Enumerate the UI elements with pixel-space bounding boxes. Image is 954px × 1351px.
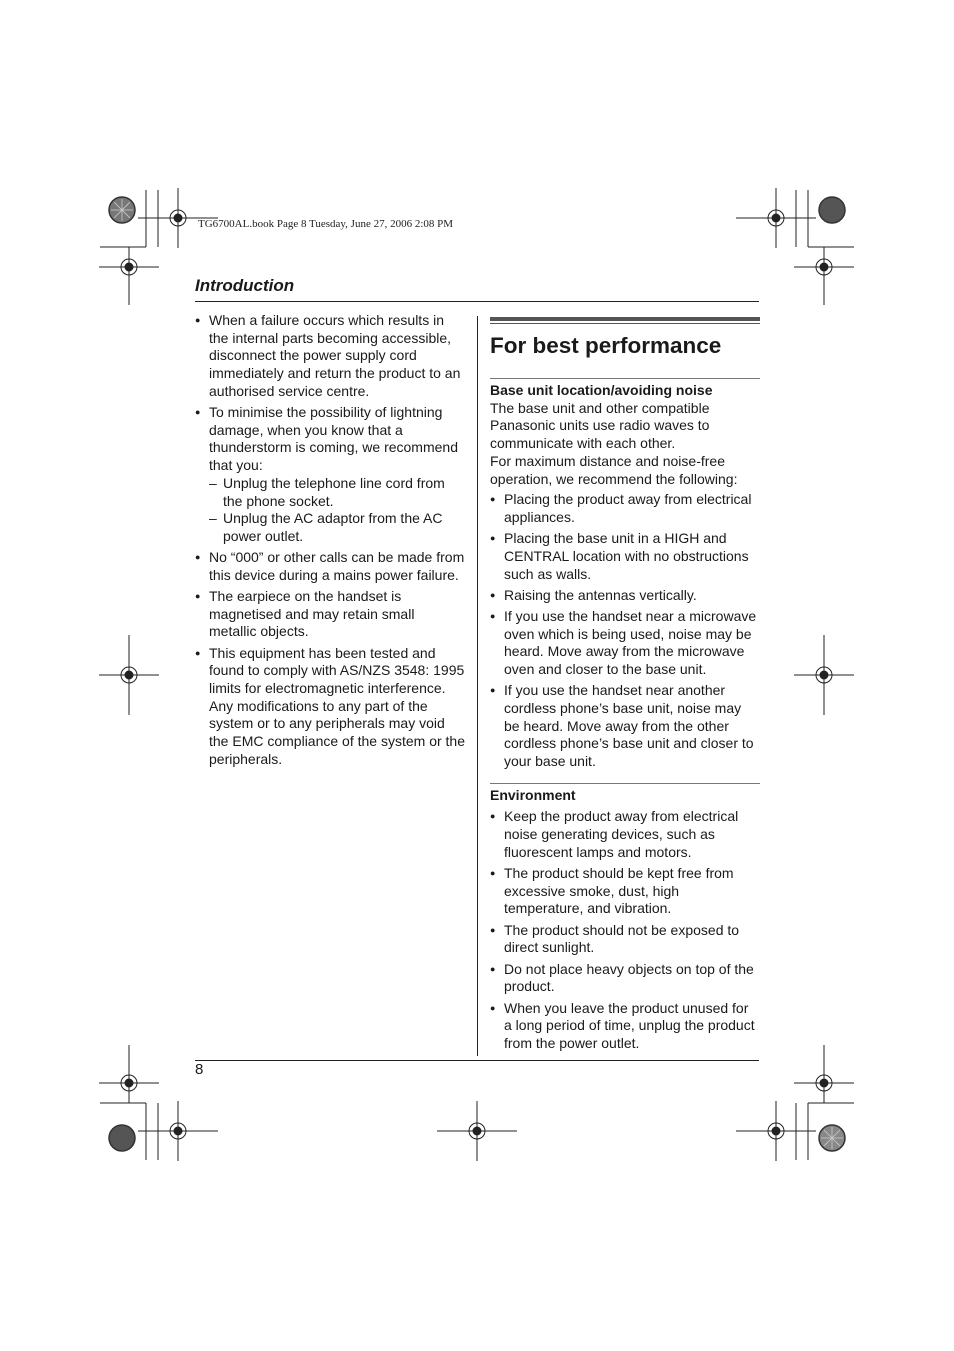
list-item: ● Placing the base unit in a HIGH and CENTRAL location with no obstructions such as walls.	[490, 530, 760, 583]
footer-rule	[195, 1060, 759, 1061]
list-item: ● If you use the handset near another cordless phone’s base unit, noise may be heard. Move away from the other cordless phone’s base unit and closer to your base unit.	[490, 682, 760, 771]
list-item: ● To minimise the possibility of lightning damage, when you know that a thunderstorm is coming, we recommend that you: – Unplug the telephone line cord from the phone socket. – Unplug the AC adaptor from the AC power outlet.	[195, 404, 465, 546]
list-item: ● Keep the product away from electrical noise generating devices, such as fluorescent lamps and motors.	[490, 808, 760, 861]
print-info: TG6700AL.book Page 8 Tuesday, June 27, 2006 2:08 PM	[198, 218, 454, 230]
subsection-rule	[490, 783, 760, 784]
header-rule	[195, 301, 759, 302]
list-item: ● No “000” or other calls can be made from this device during a mains power failure.	[195, 549, 465, 584]
environment-list	[490, 808, 760, 1052]
section-title: Introduction	[195, 276, 295, 295]
subsection-title-environment: Environment	[490, 786, 576, 803]
subsection-rule	[490, 378, 760, 379]
heading-bar-thin	[490, 323, 760, 324]
dash-sublist	[209, 475, 465, 546]
list-item: ● The earpiece on the handset is magnetised and may retain small metallic objects.	[195, 588, 465, 641]
list-item: ● This equipment has been tested and found to comply with AS/NZS 3548: 1995 limits for electromagnetic interference. Any modifications to any part of the system or to any peripherals may void the EMC compliance of the system or the peripherals.	[195, 645, 465, 769]
list-item: ● When you leave the product unused for a long period of time, unplug the product from the power outlet.	[490, 1000, 760, 1053]
paragraph: For maximum distance and noise-free operation, we recommend the following:	[490, 452, 738, 487]
list-item: ● Do not place heavy objects on top of the product.	[490, 961, 760, 996]
base-unit-list	[490, 491, 760, 771]
list-item: ● Placing the product away from electrical appliances.	[490, 491, 760, 526]
list-item: ● The product should not be exposed to direct sunlight.	[490, 922, 760, 957]
list-item: ● When a failure occurs which results in the internal parts becoming accessible, disconnect the power supply cord immediately and return the product to an authorised service centre.	[195, 312, 465, 401]
right-column	[490, 312, 760, 1056]
paragraph: The base unit and other compatible Panasonic units use radio waves to communicate with each other.	[490, 399, 710, 452]
list-item: ● The product should be kept free from excessive smoke, dust, high temperature, and vibration.	[490, 865, 760, 918]
page-heading: For best performance	[490, 333, 722, 358]
column-divider	[477, 316, 478, 1056]
heading-bar	[490, 317, 760, 321]
list-item: ● Raising the antennas vertically.	[490, 587, 760, 605]
left-bullet-list	[195, 312, 465, 769]
sub-list-item: – Unplug the AC adaptor from the AC power outlet.	[209, 510, 465, 545]
sub-list-item: – Unplug the telephone line cord from the phone socket.	[209, 475, 465, 510]
page-number: 8	[195, 1061, 204, 1078]
subsection-title-base-unit: Base unit location/avoiding noise	[490, 382, 713, 398]
list-item: ● If you use the handset near a microwave oven which is being used, noise may be heard. Move away from the microwave oven and closer to the base unit.	[490, 608, 760, 679]
left-column	[195, 312, 465, 772]
